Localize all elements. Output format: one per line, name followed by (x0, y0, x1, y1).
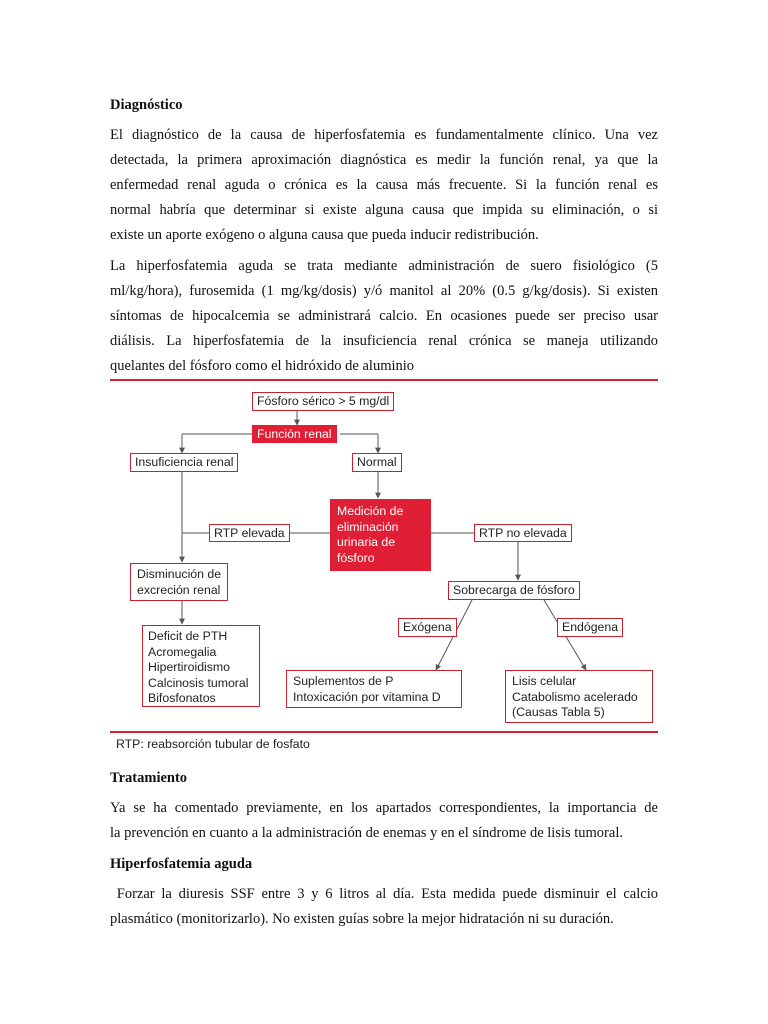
figure-caption: RTP: reabsorción tubular de fosfato (116, 737, 310, 751)
box-line: Hipertiroidismo (148, 660, 231, 674)
paragraph-line: ml/kg/hora), furosemida (1 mg/kg/dosis) y/ó manitol al 20% (0.5 g/kg/dosis). Si existen (110, 283, 658, 299)
box-lisis-celular (505, 670, 653, 723)
box-line: fósforo (337, 550, 375, 565)
box-line: Lisis celular (512, 674, 577, 688)
paragraph-line: diálisis. La hiperfosfatemia de la insuficiencia renal crónica se maneja utilizando (110, 333, 658, 349)
paragraph-line: quelantes del fósforo como el hidróxido de aluminio (110, 358, 415, 374)
figure-bottom-rule (110, 731, 658, 733)
box-line: eliminación (337, 519, 399, 534)
box-line: Catabolismo acelerado (512, 689, 638, 704)
paragraph-line: Ya se ha comentado previamente, en los apartados correspondientes, la importancia de (110, 800, 658, 816)
paragraph-line: existe un aporte exógeno o alguna causa que pueda inducir redistribución. (110, 227, 539, 243)
box-line: urinaria de (337, 535, 396, 549)
heading-diagnostico: Diagnóstico (110, 97, 183, 113)
paragraph-line: Forzar la diuresis SSF entre 3 y 6 litros al día. Esta medida puede disminuir el calcio (110, 886, 658, 902)
box-line: excreción renal (137, 582, 221, 597)
box-funcion-renal: Función renal (252, 425, 337, 443)
box-insuficiencia-renal: Insuficiencia renal (130, 453, 238, 472)
box-medicion-eliminacion (330, 499, 431, 571)
box-line: Acromegalia (148, 644, 217, 659)
box-exogena: Exógena (398, 618, 457, 637)
box-line: Bifosfonatos (148, 691, 216, 705)
box-fosforo-serico: Fósforo sérico > 5 mg/dl (252, 392, 394, 411)
box-suplementos (286, 670, 462, 708)
paragraph-line: síntomas de hipocalcemia se administrará calcio. En ocasiones puede ser preciso usar (110, 308, 658, 324)
paragraph-line: El diagnóstico de la causa de hiperfosfatemia es fundamentalmente clínico. Una vez (110, 127, 658, 143)
box-line: Deficit de PTH (148, 629, 228, 643)
box-rtp-elevada: RTP elevada (209, 524, 290, 542)
paragraph-line: plasmático (monitorizarlo). No existen guías sobre la mejor hidratación ni su duración. (110, 911, 614, 927)
box-line: (Causas Tabla 5) (512, 705, 605, 719)
heading-tratamiento: Tratamiento (110, 770, 188, 786)
paragraph-line: la prevención en cuanto a la administración de enemas y en el síndrome de lisis tumoral. (110, 825, 623, 841)
paragraph-tratamiento (110, 796, 658, 846)
box-rtp-no-elevada: RTP no elevada (474, 524, 572, 542)
paragraph-hiperfosfatemia-aguda (110, 882, 658, 932)
paragraph-line: normal habría que determinar si existe alguna causa que impida su eliminación, o si (110, 202, 658, 218)
box-normal: Normal (352, 453, 402, 472)
box-line: Intoxicación por vitamina D (293, 689, 441, 704)
box-endogena: Endógena (557, 618, 623, 637)
box-line: Disminución de (137, 567, 222, 581)
heading-hiperfosfatemia-aguda: Hiperfosfatemia aguda (110, 856, 253, 872)
box-line: Suplementos de P (293, 674, 394, 688)
box-line: Calcinosis tumoral (148, 675, 249, 690)
box-disminucion-excrecion (130, 563, 228, 601)
box-sobrecarga-fosforo: Sobrecarga de fósforo (448, 581, 580, 600)
paragraph-line: enfermedad renal aguda o crónica es la causa más frecuente. Si la función renal es (110, 177, 658, 193)
box-line: Medición de (337, 504, 404, 518)
paragraph-line: detectada, la primera aproximación diagnóstica es medir la función renal, ya que la (110, 152, 658, 168)
paragraph-line: La hiperfosfatemia aguda se trata mediante administración de suero fisiológico (5 (110, 258, 658, 274)
box-causas-renal (142, 625, 260, 707)
